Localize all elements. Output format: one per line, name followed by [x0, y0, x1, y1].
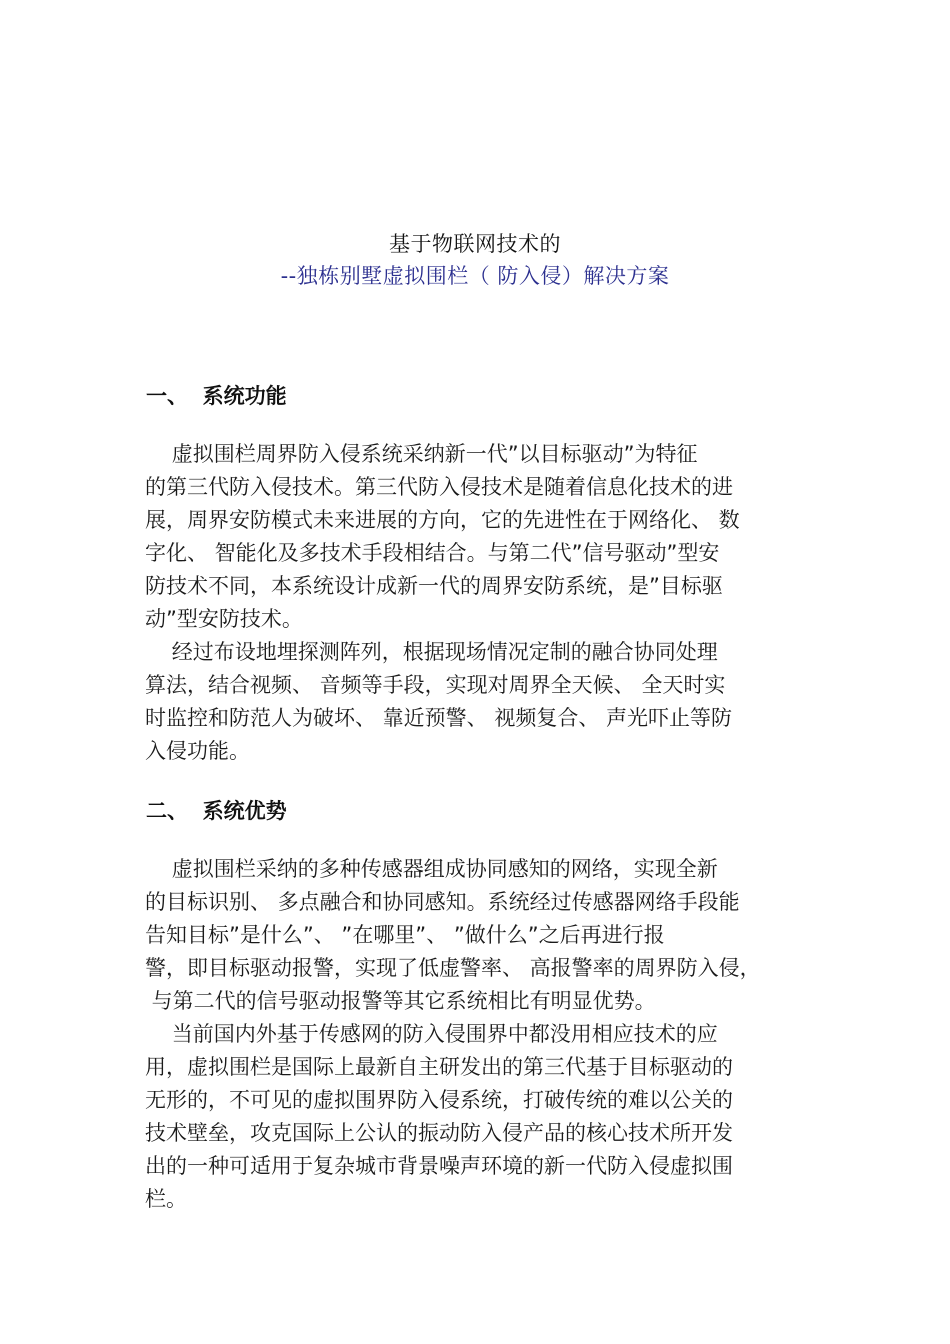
- paragraph-line: 当前国内外基于传感网的防入侵围界中都没用相应技术的应: [145, 1022, 718, 1046]
- paragraph-line: 字化、 智能化及多技术手段相结合。与第二代”信号驱动”型安: [145, 541, 720, 565]
- paragraph-line: 虚拟围栏周界防入侵系统采纳新一代”以目标驱动”为特征: [145, 442, 698, 466]
- paragraph-line: 无形的，不可见的虚拟围界防入侵系统，打破传统的难以公关的: [145, 1088, 733, 1112]
- paragraph-line: 出的一种可适用于复杂城市背景噪声环境的新一代防入侵虚拟围: [145, 1154, 733, 1178]
- paragraph-line: 与第二代的信号驱动报警等其它系统相比有明显优势。: [145, 989, 656, 1013]
- paragraph-line: 的第三代防入侵技术。第三代防入侵技术是随着信息化技术的进: [145, 475, 733, 499]
- paragraph-line: 的目标识别、 多点融合和协同感知。系统经过传感器网络手段能: [145, 890, 740, 914]
- paragraph-line: 经过布设地埋探测阵列，根据现场情况定制的融合协同处理: [145, 640, 718, 664]
- paragraph-line: 用，虚拟围栏是国际上最新自主研发出的第三代基于目标驱动的: [145, 1055, 733, 1079]
- paragraph-line: 算法，结合视频、 音频等手段，实现对周界全天候、 全天时实: [145, 673, 726, 697]
- title-block: [0, 228, 950, 292]
- paragraph-line: 虚拟围栏采纳的多种传感器组成协同感知的网络，实现全新: [145, 857, 718, 881]
- document-subtitle: --独栋别墅虚拟围栏（ 防入侵）解决方案: [280, 264, 670, 288]
- paragraph-line: 时监控和防范人为破坏、 靠近预警、 视频复合、 声光吓止等防: [145, 706, 733, 730]
- paragraph-line: 入侵功能。: [145, 739, 250, 763]
- paragraph-line: 动”型安防技术。: [145, 607, 303, 631]
- paragraph-line: 防技术不同，本系统设计成新一代的周界安防系统，是”目标驱: [145, 574, 723, 598]
- paragraph-line: 告知目标”是什么”、 ”在哪里”、 ”做什么”之后再进行报: [145, 923, 665, 947]
- paragraph-line: 栏。: [145, 1187, 187, 1211]
- section-heading-functions: 一、 系统功能: [146, 384, 287, 408]
- section-heading-advantages: 二、 系统优势: [146, 799, 287, 823]
- paragraph-line: 展，周界安防模式未来进展的方向，它的先进性在于网络化、 数: [145, 508, 740, 532]
- document-title: 基于物联网技术的: [389, 232, 561, 256]
- paragraph-line: 技术壁垒，攻克国际上公认的振动防入侵产品的核心技术所开发: [145, 1121, 733, 1145]
- paragraph-line: 警，即目标驱动报警，实现了低虚警率、 高报警率的周界防入侵，: [145, 956, 761, 980]
